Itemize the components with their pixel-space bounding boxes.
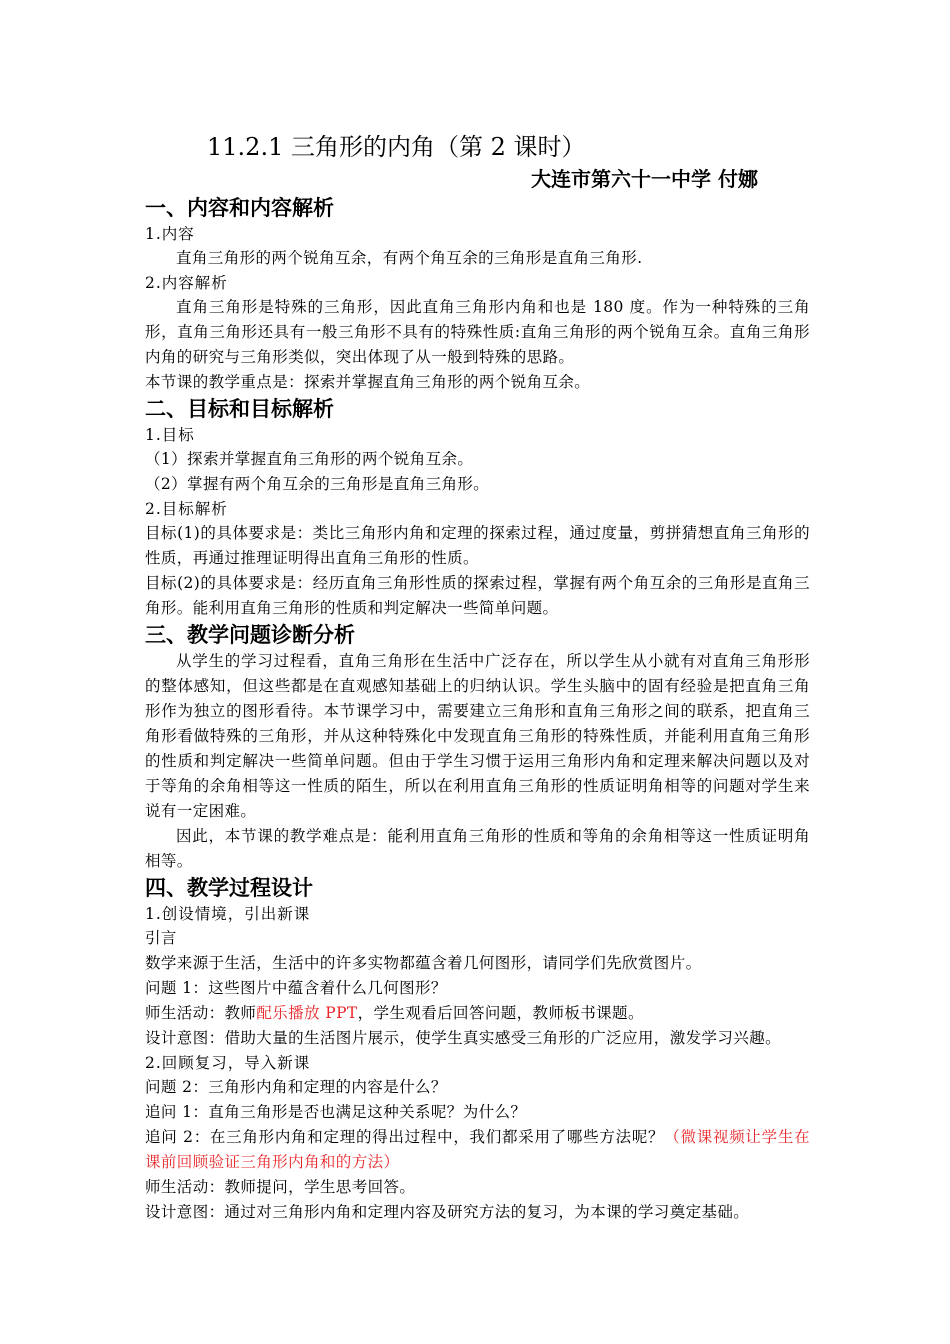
question-1: 问题 1：这些图片中蕴含着什么几何图形？ — [145, 979, 447, 997]
question-2: 问题 2：三角形内角和定理的内容是什么？ — [145, 1078, 447, 1096]
activity-1 — [145, 1001, 810, 1026]
section-3-paragraph-2: 因此，本节课的教学难点是：能利用直角三角形的性质和等角的余角相等这一性质证明角相等。 — [145, 827, 810, 870]
section-1-sub-2: 2.内容解析 — [145, 274, 228, 292]
section-4-sub-2: 2.回顾复习，导入新课 — [145, 1054, 311, 1072]
section-2-sub-1: 1.目标 — [145, 426, 195, 444]
section-2-paragraph-3: 目标(1)的具体要求是：类比三角形内角和定理的探索过程，通过度量，剪拼猜想直角三角形的性质，再通过推理证明得出直角三角形的性质。 — [145, 524, 810, 567]
section-3-paragraph-1: 从学生的学习过程看，直角三角形在生活中广泛存在，所以学生从小就有对直角三角形形的整体感知，但这些都是在直观感知基础上的归纳认识。学生头脑中的固有经验是把直角三角形作为独立的图形看待。本节课学习中，需要建立三角形和直角三角形之间的联系，把直角三角形看做特殊的三角形，并从这种特殊化中发现直角三角形的特殊性质，并能利用直角三角形的性质和判定解决一些简单问题。但由于学生习惯于运用三角形内角和定理来解决问题以及对于等角的余角相等这一性质的陌生，所以在利用直角三角形的性质证明角相等的问题对学生来说有一定困难。 — [145, 652, 810, 820]
activity-1-suffix: ，学生观看后回答问题，教师板书课题。 — [357, 1004, 644, 1022]
document-title: 11.2.1 三角形的内角（第 2 课时） — [207, 133, 586, 161]
follow-up-1: 追问 1：直角三角形是否也满足这种关系呢？为什么？ — [145, 1103, 527, 1121]
activity-1-prefix: 师生活动：教师 — [145, 1004, 257, 1022]
section-3-heading: 三、教学问题诊断分析 — [145, 623, 355, 647]
section-2-goal-1: （1）探索并掌握直角三角形的两个锐角互余。 — [145, 450, 474, 468]
section-1-paragraph-3: 本节课的教学重点是：探索并掌握直角三角形的两个锐角互余。 — [145, 373, 591, 391]
design-intent-2: 设计意图：通过对三角形内角和定理内容及研究方法的复习，为本课的学习奠定基础。 — [145, 1203, 750, 1221]
section-4-heading: 四、教学过程设计 — [145, 876, 313, 900]
activity-1-highlight: 配乐播放 PPT — [256, 1004, 358, 1022]
section-1-paragraph-2: 直角三角形是特殊的三角形，因此直角三角形内角和也是 180 度。作为一种特殊的三角形，直角三角形还具有一般三角形不具有的特殊性质:直角三角形的两个锐角互余。直角三角形内角的研究与三角形类似，突出体现了从一般到特殊的思路。 — [145, 298, 810, 366]
section-1-heading: 一、内容和内容解析 — [145, 196, 334, 220]
section-1-paragraph-1: 直角三角形的两个锐角互余，有两个角互余的三角形是直角三角形. — [176, 249, 643, 267]
author-line: 大连市第六十一中学 付娜 — [531, 167, 758, 191]
activity-2: 师生活动：教师提问，学生思考回答。 — [145, 1178, 416, 1196]
section-2-goal-2: （2）掌握有两个角互余的三角形是直角三角形。 — [145, 475, 490, 493]
section-2-paragraph-4: 目标(2)的具体要求是：经历直角三角形性质的探索过程，掌握有两个角互余的三角形是直角三角形。能利用直角三角形的性质和判定解决一些简单问题。 — [145, 574, 810, 617]
section-4-intro-label: 引言 — [145, 929, 177, 947]
follow-up-2-text: 追问 2：在三角形内角和定理的得出过程中，我们都采用了哪些方法呢？ — [145, 1128, 665, 1146]
section-2-heading: 二、目标和目标解析 — [145, 397, 334, 421]
follow-up-2 — [145, 1125, 810, 1175]
section-2-sub-2: 2.目标解析 — [145, 500, 228, 518]
section-4-sub-1: 1.创设情境，引出新课 — [145, 905, 311, 923]
section-1-sub-1: 1.内容 — [145, 225, 195, 243]
document-page — [145, 130, 810, 1225]
section-4-paragraph-1: 数学来源于生活，生活中的许多实物都蕴含着几何图形，请同学们先欣赏图片。 — [145, 954, 702, 972]
follow-up-2-highlight: （微课视频让学生在课前回顾验证三角形内角和的方法） — [145, 1128, 810, 1171]
design-intent-1: 设计意图：借助大量的生活图片展示，使学生真实感受三角形的广泛应用，激发学习兴趣。 — [145, 1029, 782, 1047]
